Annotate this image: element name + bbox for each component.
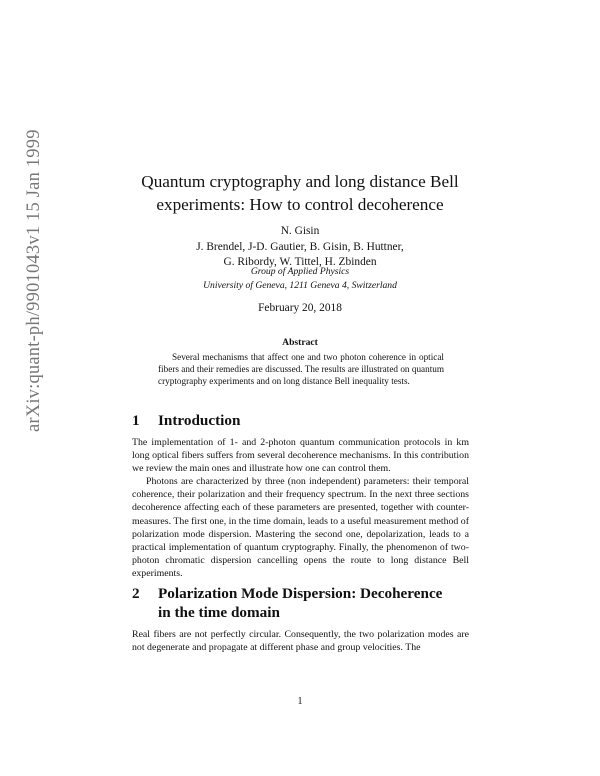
title-line-2: experiments: How to control decoherence bbox=[156, 195, 444, 214]
author-line-1: N. Gisin bbox=[280, 225, 320, 237]
section-1-heading bbox=[132, 411, 240, 430]
paper-title bbox=[0, 170, 600, 216]
section-1-paragraph-2: Photons are characterized by three (non independent) parameters: their temporal coherence, their polarization and their frequency spectrum. In the next three sections decoherence affecting each of these parameters are presented, together with counter-measures. The first one, in the time domain, leads to a useful measurement method of polarization mode dispersion. Mastering the second one, depolarization, leads to a practical implementation of quantum cryptography. Finally, the phenomenon of two-photon chromatic dispersion cancelling opens the route to long distance Bell experiments. bbox=[132, 476, 469, 580]
section-1-number: 1 bbox=[132, 412, 140, 429]
author-line-2: J. Brendel, J-D. Gautier, B. Gisin, B. Huttner, bbox=[196, 240, 404, 253]
section-2-heading bbox=[132, 584, 472, 622]
page-number: 1 bbox=[297, 696, 303, 707]
section-2-number: 2 bbox=[132, 585, 140, 602]
author-line-3: G. Ribordy, W. Tittel, H. Zbinden bbox=[223, 256, 377, 268]
section-2-paragraph-1: Real fibers are not perfectly circular. Consequently, the two polarization modes are not degenerate and propagate at different phase and group velocities. The bbox=[132, 629, 469, 654]
section-1-paragraph-1: The implementation of 1- and 2-photon quantum communication protocols in km long optical fibers suffers from several decoherence mechanisms. In this contribution we review the main ones and illustrate how one can control them. bbox=[132, 437, 469, 475]
abstract-heading: Abstract bbox=[282, 337, 318, 348]
affiliation-university: University of Geneva, 1211 Geneva 4, Switzerland bbox=[203, 280, 397, 291]
affiliation-group: Group of Applied Physics bbox=[250, 266, 350, 277]
section-1-title: Introduction bbox=[158, 412, 241, 429]
paper-date: February 20, 2018 bbox=[258, 302, 342, 314]
arxiv-identifier-text: arXiv:quant-ph/9901043v1 15 Jan 1999 bbox=[24, 129, 44, 432]
title-line-1: Quantum cryptography and long distance Bell bbox=[141, 172, 459, 191]
affiliation bbox=[0, 265, 600, 293]
arxiv-identifier bbox=[0, 0, 44, 776]
abstract-text: Several mechanisms that affect one and two photon coherence in optical fibers and their remedies are discussed. The results are illustrated on quantum cryptography experiments and on long distance Bell inequality tests. bbox=[158, 352, 444, 387]
section-2-title-line-2: in the time domain bbox=[158, 604, 280, 621]
section-2-title-line-1: Polarization Mode Dispersion: Decoherence bbox=[158, 585, 443, 602]
author-list bbox=[0, 224, 600, 271]
